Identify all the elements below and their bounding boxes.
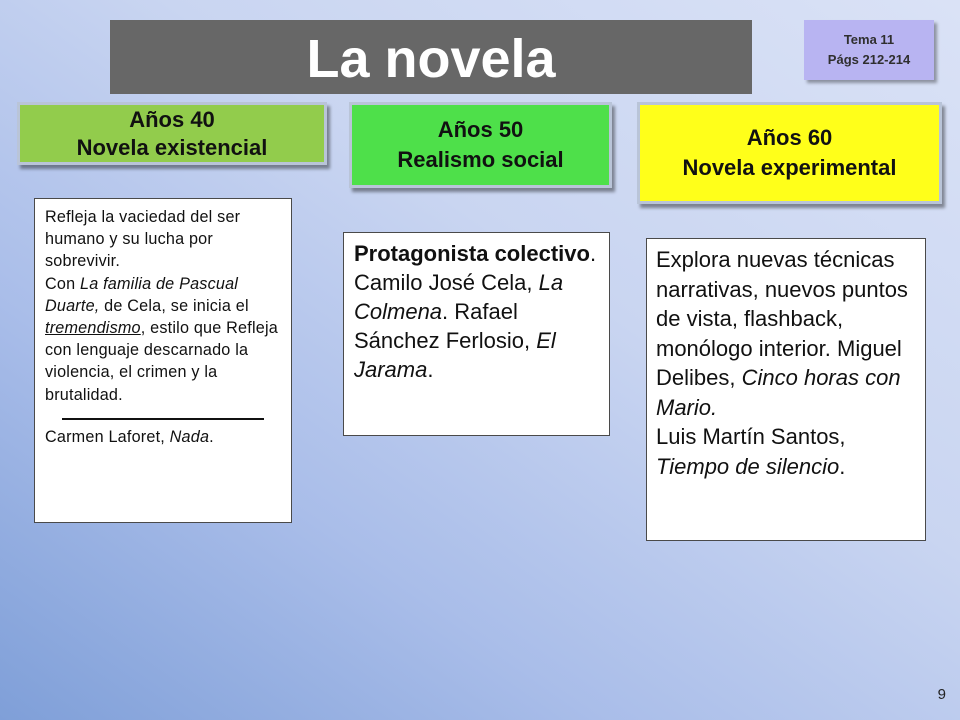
anos-50-end: . [427, 357, 434, 382]
header-anos-40 [17, 102, 327, 165]
anos-40-book-2: Nada [169, 427, 210, 446]
anos-50-book-2: El Jarama [354, 328, 556, 382]
anos-40-text-1: Refleja la vaciedad del ser humano y su lucha por sobrevivir. [45, 208, 241, 271]
anos-60-book-2: Tiempo de silencio [656, 453, 840, 479]
anos-40-end-2: . [209, 427, 214, 446]
header-anos-50-genre: Realismo social [397, 147, 564, 172]
anos-50-text-1: . Camilo José Cela, [354, 241, 597, 295]
tema-number: Tema 11 [843, 32, 895, 47]
header-anos-60-decade: Años 60 [746, 125, 833, 150]
content-anos-40 [34, 198, 292, 523]
anos-60-text-2: Luis Martín Santos, [656, 424, 846, 449]
anos-40-divider [62, 418, 264, 420]
content-anos-50 [343, 232, 610, 436]
header-anos-50-decade: Años 50 [437, 117, 524, 142]
anos-40-term: tremendismo [45, 319, 141, 338]
anos-50-text-2: . Rafael Sánchez Ferlosio, [354, 299, 537, 353]
anos-50-book-1: La Colmena [354, 270, 564, 324]
anos-60-text-1: Explora nuevas técnicas narrativas, nuevos puntos de vista, flashback, monólogo interior. Miguel Delibes, [656, 247, 908, 390]
anos-40-text-3: de Cela, se inicia el [99, 296, 249, 315]
anos-50-bold: Protagonista colectivo [354, 241, 590, 266]
anos-60-book-1: Cinco horas con Mario. [656, 365, 901, 420]
tema-badge [804, 20, 934, 80]
slide-title: La novela [110, 20, 752, 94]
anos-40-text-4: , estilo que Refleja con lenguaje descarnado la violencia, el crimen y la brutalidad. [45, 319, 278, 404]
header-anos-40-decade: Años 40 [129, 106, 215, 132]
header-anos-60-genre: Novela experimental [682, 155, 897, 180]
anos-40-book-1: La familia de Pascual Duarte, [45, 274, 239, 315]
header-anos-60 [637, 102, 942, 204]
anos-40-text-2: Con [45, 274, 80, 293]
page-number: 9 [937, 686, 946, 703]
header-anos-40-genre: Novela existencial [76, 134, 268, 160]
anos-60-end: . [839, 453, 846, 479]
header-anos-50 [349, 102, 612, 188]
anos-40-author-2: Carmen Laforet, [45, 427, 170, 446]
content-anos-60 [646, 238, 926, 541]
tema-pages: Págs 212-214 [827, 52, 911, 67]
